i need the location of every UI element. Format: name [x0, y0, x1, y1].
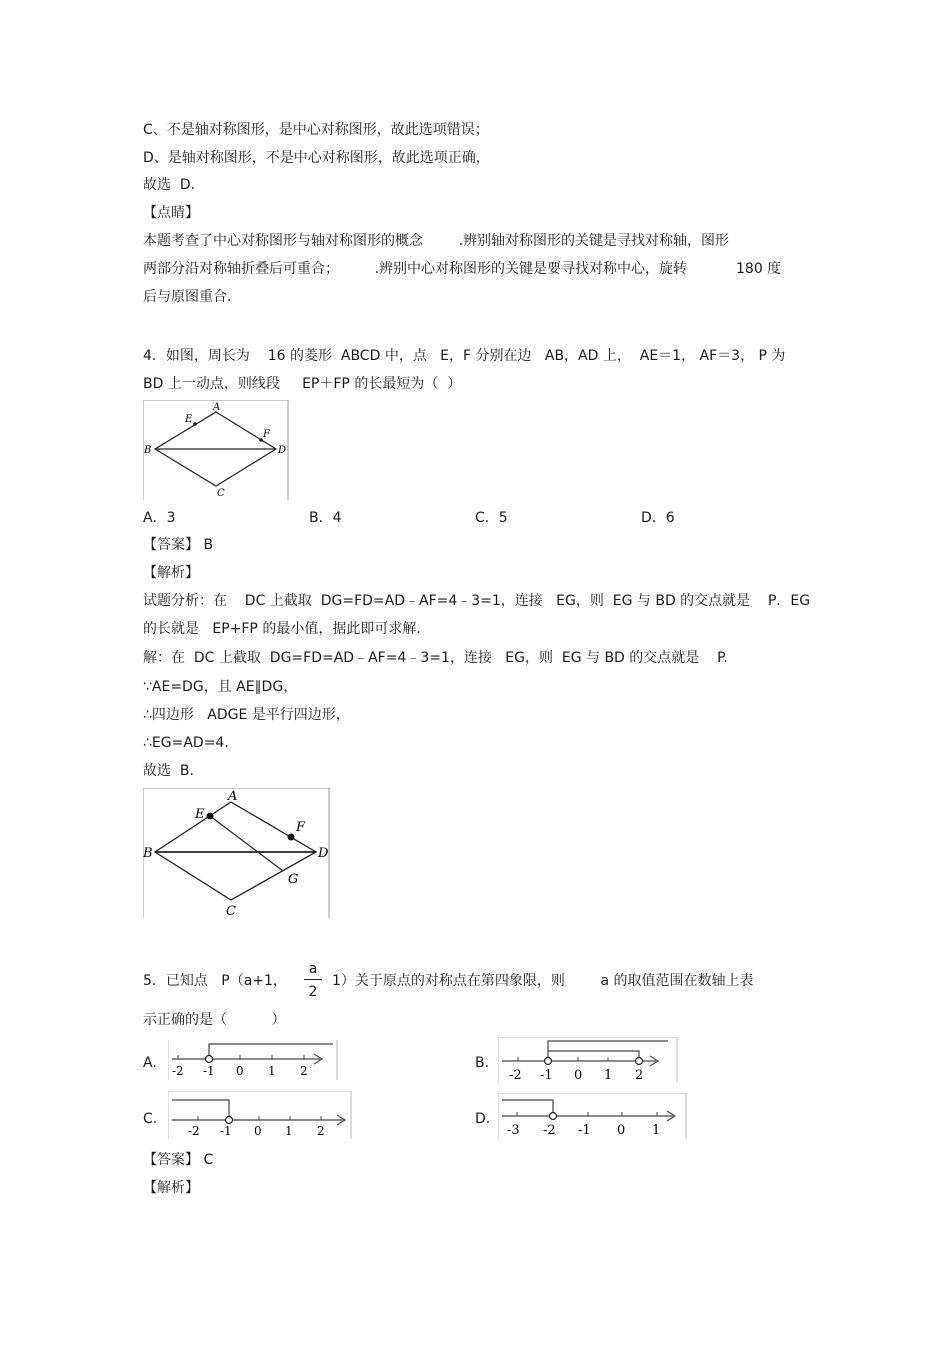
- question-5-line: 1）关于原点的对称点在第四象限，则 a 的取值范围在数轴上表: [332, 973, 754, 989]
- tick-label: 0: [574, 1068, 583, 1083]
- vertex-label: D: [278, 445, 287, 456]
- tick-label: 0: [236, 1064, 244, 1078]
- numberline-option-label: C.: [143, 1111, 158, 1127]
- vertex-label: F: [296, 820, 306, 835]
- fraction-denominator: 2: [308, 984, 318, 1000]
- tick-label: -3: [507, 1123, 520, 1138]
- vertex-label: B: [144, 445, 152, 456]
- tick-label: -1: [220, 1124, 232, 1138]
- text-line: D、是轴对称图形，不是中心对称图形，故此选项正确，: [143, 150, 490, 166]
- tick-label: 0: [617, 1123, 626, 1138]
- text-line: 后与原图重合.: [143, 289, 232, 305]
- answer: 【答案】 B: [143, 537, 214, 553]
- question-5-line: 5．已知点 P（a+1，: [143, 973, 287, 989]
- vertex-label: E: [195, 807, 205, 822]
- analysis-line: 【解析】: [143, 565, 199, 581]
- analysis-line: ∴四边形 ADGE 是平行四边形，: [143, 707, 350, 723]
- option-b: B．4: [309, 510, 342, 526]
- tick-label: 0: [254, 1124, 262, 1138]
- tick-label: 2: [635, 1068, 644, 1083]
- tick-label: -2: [543, 1123, 556, 1138]
- analysis-heading: 【解析】: [143, 1180, 199, 1196]
- analysis-line: 解：在 DC 上截取 DG=FD=AD﹣AF=4﹣3=1，连接 EG，则 EG 与 BD 的交点就是 P.: [143, 650, 728, 666]
- tick-label: 2: [300, 1064, 308, 1078]
- tick-label: -1: [203, 1064, 215, 1078]
- option-a: A．3: [143, 510, 176, 526]
- fraction-bar: [304, 979, 322, 980]
- number-line-a: [168, 1040, 338, 1080]
- analysis-line: 试题分析：在 DC 上截取 DG=FD=AD﹣AF=4﹣3=1，连接 EG，则 EG 与 BD 的交点就是 P．EG: [143, 593, 811, 609]
- vertex-label: G: [288, 872, 299, 887]
- numberline-option-label: A.: [143, 1055, 157, 1071]
- analysis-line: ∵AE=DG，且 AE∥DG，: [143, 679, 298, 695]
- answer: 【答案】 C: [143, 1152, 214, 1168]
- text-line: C、不是轴对称图形，是中心对称图形，故此选项错误；: [143, 122, 489, 138]
- vertex-label: B: [143, 846, 153, 861]
- option-d: D．6: [641, 510, 675, 526]
- tick-label: 1: [285, 1124, 293, 1138]
- number-line-d: [498, 1093, 687, 1139]
- tick-label: 1: [604, 1068, 613, 1083]
- tick-label: -2: [509, 1068, 522, 1083]
- rhombus-figure-2: [143, 788, 330, 918]
- vertex-label: C: [226, 904, 236, 918]
- question-4-line: 4．如图，周长为 16 的菱形 ABCD 中，点 E，F 分别在边 AB，AD 上， AE＝1， AF＝3， P 为: [143, 348, 786, 364]
- option-c: C．5: [475, 510, 508, 526]
- vertex-label: A: [213, 402, 221, 413]
- rhombus-figure-1: [143, 400, 289, 500]
- vertex-label: C: [217, 488, 225, 499]
- number-line-c: [168, 1091, 352, 1139]
- number-line-b: [498, 1037, 678, 1083]
- tick-label: 1: [268, 1064, 276, 1078]
- text-line: 本题考查了中心对称图形与轴对称图形的概念 .辨别轴对称图形的关键是寻找对称轴，图形: [143, 233, 730, 249]
- tick-label: -2: [172, 1064, 184, 1078]
- question-5-line: 示正确的是（ ）: [143, 1012, 286, 1028]
- tick-label: 1: [652, 1123, 661, 1138]
- fraction-numerator: a: [308, 961, 318, 977]
- text-line: 【点睛】: [143, 205, 199, 221]
- analysis-line: ∴EG=AD=4.: [143, 735, 229, 751]
- text-line: 故选 D.: [143, 177, 196, 193]
- vertex-label: E: [185, 414, 193, 425]
- question-4-line: BD 上一动点，则线段 EP＋FP 的长最短为（ ）: [143, 376, 462, 392]
- text-line: 两部分沿对称轴折叠后可重合； .辨别中心对称图形的关键是要寻找对称中心，旋转 180 度: [143, 261, 782, 277]
- tick-label: -1: [578, 1123, 591, 1138]
- analysis-line: 的长就是 EP+FP 的最小值，据此即可求解.: [143, 621, 421, 637]
- vertex-label: F: [263, 429, 270, 440]
- tick-label: -1: [540, 1068, 553, 1083]
- tick-label: -2: [188, 1124, 200, 1138]
- numberline-option-label: B.: [475, 1055, 490, 1071]
- numberline-option-label: D.: [475, 1111, 491, 1127]
- vertex-label: A: [228, 789, 238, 804]
- tick-label: 2: [317, 1124, 325, 1138]
- vertex-label: D: [318, 846, 329, 861]
- analysis-line: 故选 B.: [143, 763, 194, 779]
